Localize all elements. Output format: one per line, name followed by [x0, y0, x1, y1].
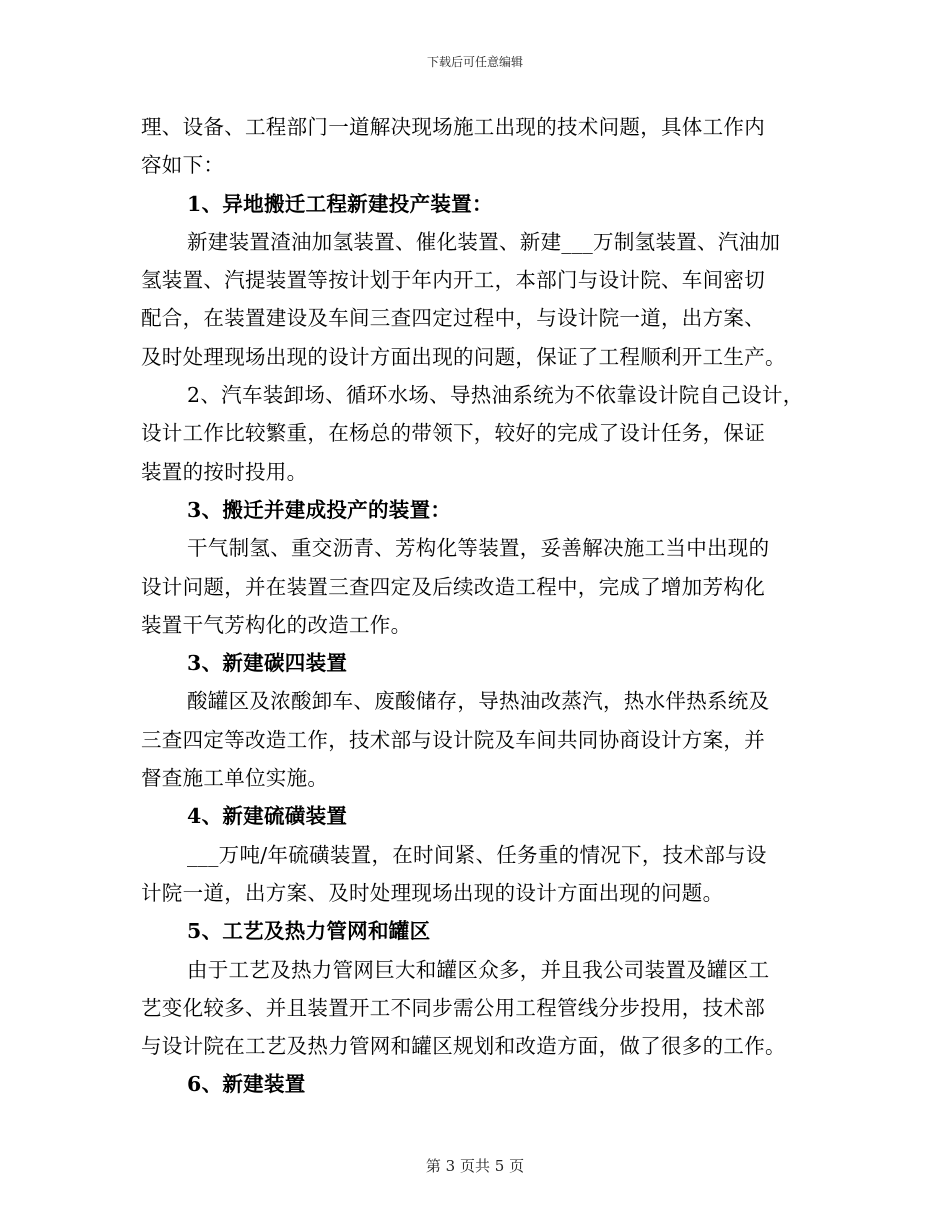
paragraph-line: 设计问题，并在装置三查四定及后续改造工程中，完成了增加芳构化	[141, 574, 765, 599]
paragraph-line: 及时处理现场出现的设计方面出现的问题，保证了工程顺利开工生产。	[141, 344, 786, 369]
page-footer: 第 3 页共 5 页	[425, 1157, 525, 1175]
paragraph-line: 督查施工单位实施。	[141, 766, 329, 791]
paragraph-line: 与设计院在工艺及热力管网和罐区规划和改造方面，做了很多的工作。	[141, 1034, 786, 1059]
document-body	[141, 108, 821, 1104]
paragraph-line: 2、汽车装卸场、循环水场、导热油系统为不依靠设计院自己设计，	[187, 383, 804, 408]
paragraph-line: 氢装置、汽提装置等按计划于年内开工，本部门与设计院、车间密切	[141, 268, 765, 293]
page-header: 下载后可任意编辑	[426, 55, 523, 69]
paragraph-line: 艺变化较多、并且装置开工不同步需公用工程管线分步投用，技术部	[141, 995, 765, 1020]
paragraph-line: ___万吨/年硫磺装置，在时间紧、任务重的情况下，技术部与设	[187, 842, 767, 867]
paragraph-line: 配合，在装置建设及车间三查四定过程中，与设计院一道，出方案、	[141, 306, 765, 331]
section-heading: 5、工艺及热力管网和罐区	[187, 919, 431, 944]
section-heading: 3、搬迁并建成投产的装置：	[187, 497, 452, 522]
paragraph-line: 三查四定等改造工作，技术部与设计院及车间共同协商设计方案，并	[141, 727, 765, 752]
paragraph-line: 设计工作比较繁重，在杨总的带领下，较好的完成了设计任务，保证	[141, 421, 765, 446]
paragraph-line: 容如下：	[141, 153, 225, 178]
paragraph-line: 计院一道，出方案、及时处理现场出现的设计方面出现的问题。	[141, 880, 724, 905]
section-heading: 3、新建碳四装置	[187, 651, 348, 676]
paragraph-line: 装置的按时投用。	[141, 459, 308, 484]
paragraph-line: 干气制氢、重交沥青、芳构化等装置，妥善解决施工当中出现的	[187, 536, 770, 561]
paragraph-line: 理、设备、工程部门一道解决现场施工出现的技术问题，具体工作内	[141, 115, 765, 139]
section-heading: 1、异地搬迁工程新建投产装置：	[187, 191, 493, 216]
section-heading: 6、新建装置	[187, 1072, 306, 1097]
paragraph-line: 由于工艺及热力管网巨大和罐区众多，并且我公司装置及罐区工	[187, 957, 770, 982]
paragraph-line: 酸罐区及浓酸卸车、废酸储存，导热油改蒸汽，热水伴热系统及	[187, 689, 770, 714]
paragraph-line: 装置干气芳构化的改造工作。	[141, 612, 412, 637]
paragraph-line: 新建装置渣油加氢装置、催化装置、新建___万制氢装置、汽油加	[187, 229, 781, 254]
section-heading: 4、新建硫磺装置	[187, 804, 348, 829]
